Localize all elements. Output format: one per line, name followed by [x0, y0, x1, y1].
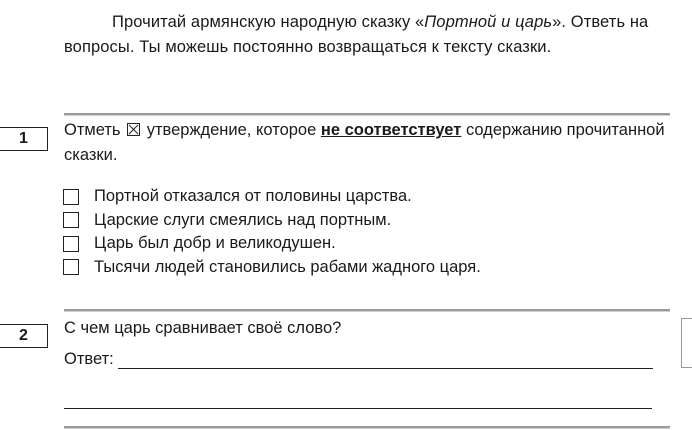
margin-box	[681, 318, 692, 368]
option-checkbox[interactable]	[63, 236, 79, 252]
question-1-options	[63, 185, 481, 279]
option-item[interactable]	[63, 256, 481, 280]
option-item[interactable]	[63, 185, 481, 209]
story-title: Портной и царь	[424, 13, 553, 31]
option-label: Портной отказался от половины царства.	[94, 187, 412, 206]
option-label: Царские слуги смеялись над портным.	[94, 210, 392, 229]
option-item[interactable]	[63, 232, 481, 256]
answer-line-2[interactable]	[64, 408, 652, 409]
question-1-text-part1: Отметь	[64, 121, 121, 139]
checked-box-icon	[127, 123, 140, 136]
option-item[interactable]	[63, 209, 481, 233]
divider-1	[64, 113, 670, 116]
answer-row	[64, 350, 653, 369]
instructions-text-after: ». Ответь на вопросы. Ты можешь постоянно возвращаться к тексту сказки.	[64, 13, 649, 56]
question-2-number: 2	[0, 324, 48, 348]
answer-line-1[interactable]	[118, 350, 653, 369]
divider-3	[64, 426, 670, 429]
answer-label: Ответ:	[64, 350, 114, 368]
option-label: Тысячи людей становились рабами жадного царя.	[94, 257, 481, 276]
question-1-text-part3: содержанию прочитанной сказки.	[64, 121, 665, 164]
instructions	[64, 10, 676, 60]
question-2-text: С чем царь сравнивает своё слово?	[64, 319, 342, 337]
question-1-text-part2: утверждение, которое	[146, 121, 317, 139]
instructions-text-before: Прочитай армянскую народную сказку «	[112, 13, 425, 31]
option-checkbox[interactable]	[63, 189, 79, 205]
option-checkbox[interactable]	[63, 259, 79, 275]
option-label: Царь был добр и великодушен.	[94, 234, 336, 253]
question-1-text	[64, 118, 676, 168]
option-checkbox[interactable]	[63, 212, 79, 228]
question-1-number: 1	[0, 127, 48, 151]
question-1-emphasis: не соответствует	[320, 121, 462, 139]
divider-2	[64, 309, 670, 312]
